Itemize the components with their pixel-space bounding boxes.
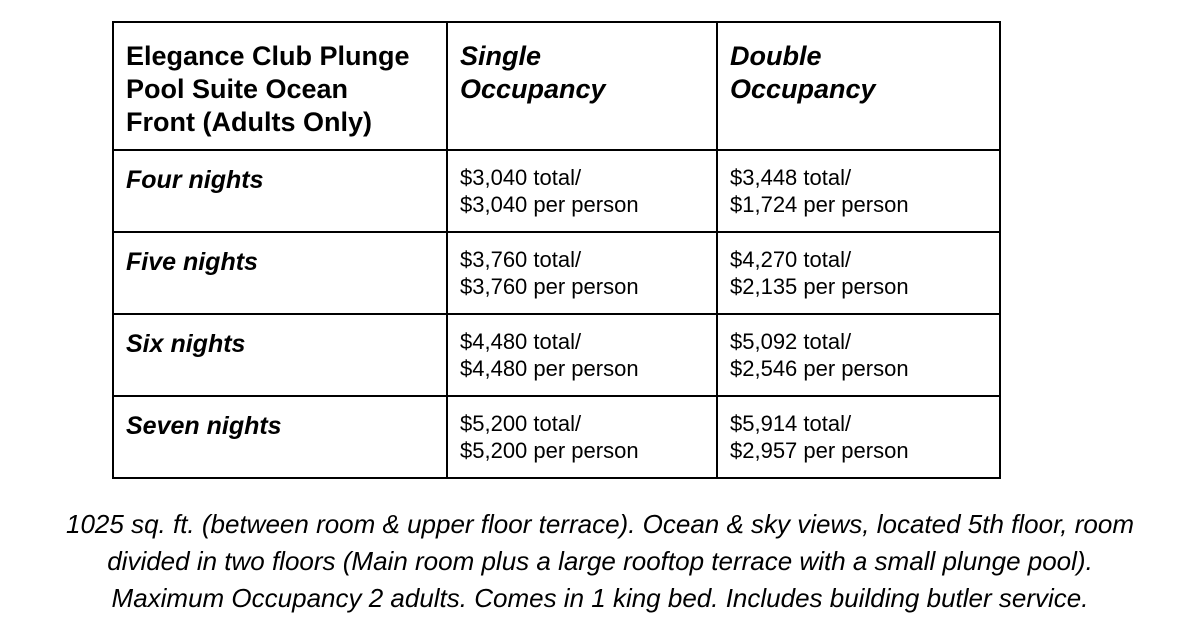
single-price-cell	[447, 232, 717, 314]
price-per-person: $1,724 per person	[730, 192, 909, 217]
table-header-row	[113, 22, 1000, 150]
price-per-person: $4,480 per person	[460, 356, 639, 381]
price-per-person: $2,546 per person	[730, 356, 909, 381]
price-total: $4,480 total/	[460, 329, 582, 354]
price-per-person: $3,040 per person	[460, 192, 639, 217]
header-line: Front (Adults Only)	[126, 107, 372, 137]
header-line: Single	[460, 41, 542, 71]
description-line: 1025 sq. ft. (between room & upper floor terrace). Ocean & sky views, located 5th floor, room	[66, 509, 1134, 539]
table-row	[113, 314, 1000, 396]
nights-label: Four nights	[113, 150, 447, 232]
double-price-cell	[717, 314, 1000, 396]
table-row	[113, 396, 1000, 478]
price-total: $3,448 total/	[730, 165, 852, 190]
price-total: $5,092 total/	[730, 329, 852, 354]
price-total: $5,914 total/	[730, 411, 852, 436]
nights-label: Five nights	[113, 232, 447, 314]
price-per-person: $2,135 per person	[730, 274, 909, 299]
price-per-person: $3,760 per person	[460, 274, 639, 299]
table-row	[113, 232, 1000, 314]
header-line: Pool Suite Ocean	[126, 74, 349, 104]
room-type-header	[113, 22, 447, 150]
double-price-cell	[717, 232, 1000, 314]
single-price-cell	[447, 150, 717, 232]
header-line: Double	[730, 41, 822, 71]
header-line: Occupancy	[730, 74, 876, 104]
price-per-person: $2,957 per person	[730, 438, 909, 463]
single-occupancy-header	[447, 22, 717, 150]
description-line: divided in two floors (Main room plus a large rooftop terrace with a small plunge pool).	[107, 546, 1093, 576]
double-price-cell	[717, 396, 1000, 478]
double-price-cell	[717, 150, 1000, 232]
single-price-cell	[447, 396, 717, 478]
description-line: Maximum Occupancy 2 adults. Comes in 1 king bed. Includes building butler service.	[111, 583, 1089, 613]
nights-label: Seven nights	[113, 396, 447, 478]
price-per-person: $5,200 per person	[460, 438, 639, 463]
nights-label: Six nights	[113, 314, 447, 396]
header-line: Occupancy	[460, 74, 606, 104]
header-line: Elegance Club Plunge	[126, 41, 410, 71]
price-total: $3,760 total/	[460, 247, 582, 272]
price-total: $5,200 total/	[460, 411, 582, 436]
single-price-cell	[447, 314, 717, 396]
rates-table	[112, 21, 1001, 479]
price-total: $3,040 total/	[460, 165, 582, 190]
room-description	[0, 506, 1200, 617]
double-occupancy-header	[717, 22, 1000, 150]
table-row	[113, 150, 1000, 232]
price-total: $4,270 total/	[730, 247, 852, 272]
